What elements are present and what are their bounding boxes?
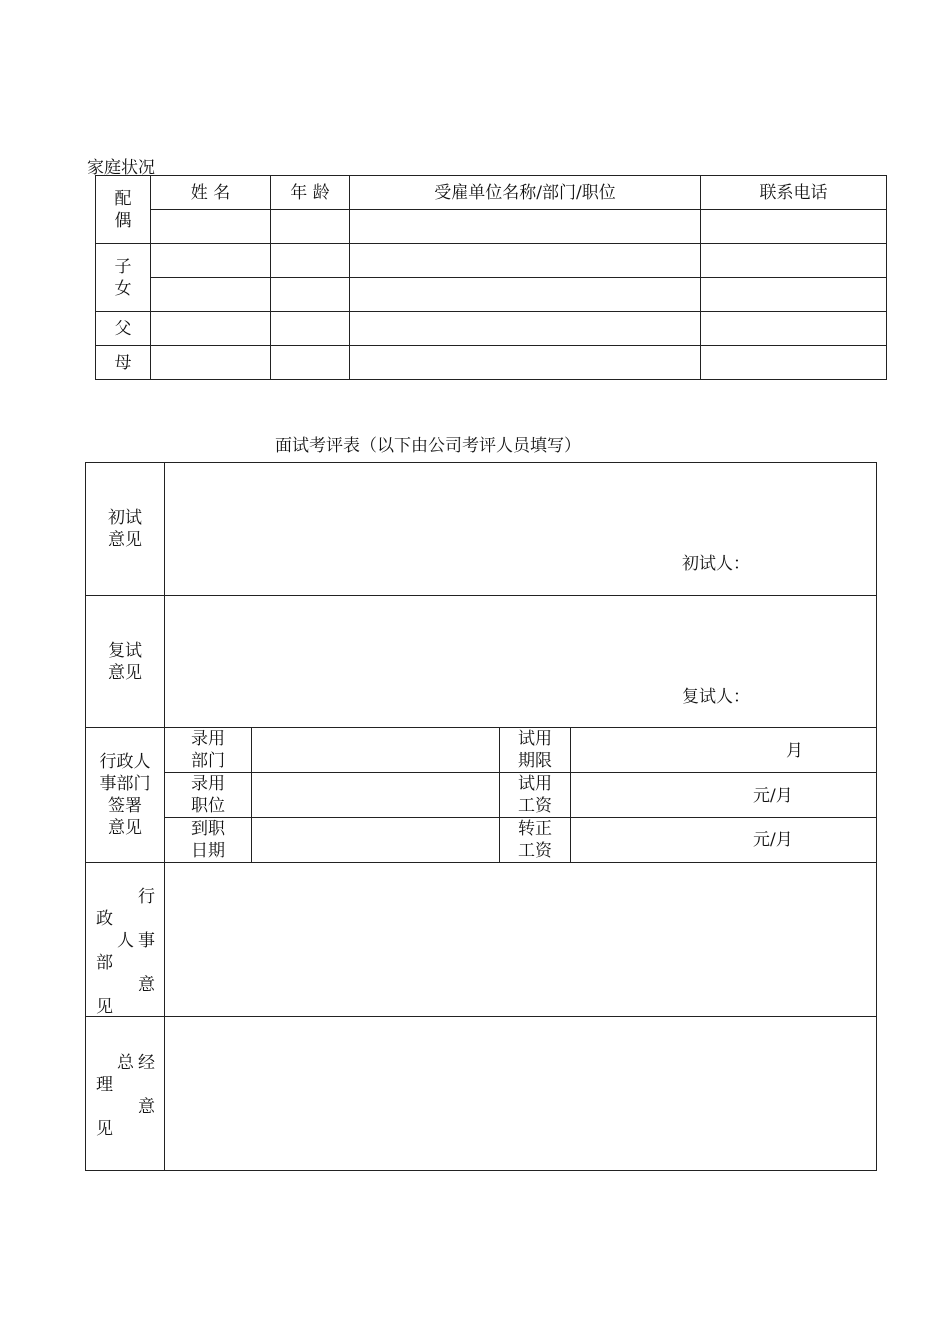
hire-position-label: 录用 职位 bbox=[165, 773, 252, 818]
gm-opinion-label: 总 经 理 意 见 bbox=[86, 1017, 165, 1171]
regular-salary-cell[interactable] bbox=[571, 818, 877, 863]
mother-employer-cell[interactable] bbox=[350, 346, 701, 380]
row-label-spouse: 配 偶 bbox=[96, 176, 151, 244]
start-date-label: 到职 日期 bbox=[165, 818, 252, 863]
family-section-title: 家庭状况 bbox=[87, 158, 155, 178]
probation-salary-cell[interactable] bbox=[571, 773, 877, 818]
spouse-age-cell[interactable] bbox=[271, 210, 350, 244]
start-date-cell[interactable] bbox=[252, 818, 500, 863]
gm-opinion-cell[interactable] bbox=[165, 1017, 877, 1171]
regular-salary-label: 转正 工资 bbox=[500, 818, 571, 863]
header-name: 姓 名 bbox=[151, 176, 271, 210]
first-interview-opinion-cell[interactable] bbox=[165, 463, 877, 596]
row-label-children: 子 女 bbox=[96, 244, 151, 312]
second-interview-opinion-cell[interactable] bbox=[165, 596, 877, 728]
row-label-mother: 母 bbox=[96, 346, 151, 380]
child2-employer-cell[interactable] bbox=[350, 278, 701, 312]
mother-phone-cell[interactable] bbox=[701, 346, 887, 380]
father-phone-cell[interactable] bbox=[701, 312, 887, 346]
header-age: 年 龄 bbox=[271, 176, 350, 210]
unit-month: 月 bbox=[786, 741, 803, 761]
probation-period-cell[interactable] bbox=[571, 728, 877, 773]
probation-salary-label: 试用 工资 bbox=[500, 773, 571, 818]
father-age-cell[interactable] bbox=[271, 312, 350, 346]
child2-phone-cell[interactable] bbox=[701, 278, 887, 312]
father-name-cell[interactable] bbox=[151, 312, 271, 346]
child1-employer-cell[interactable] bbox=[350, 244, 701, 278]
admin-opinion-label: 行 政 人 事 部 意 见 bbox=[86, 863, 165, 1017]
father-employer-cell[interactable] bbox=[350, 312, 701, 346]
spouse-employer-cell[interactable] bbox=[350, 210, 701, 244]
child1-phone-cell[interactable] bbox=[701, 244, 887, 278]
mother-age-cell[interactable] bbox=[271, 346, 350, 380]
row-label-father: 父 bbox=[96, 312, 151, 346]
unit-yuan-per-month-2: 元/月 bbox=[753, 830, 793, 850]
family-table bbox=[95, 175, 887, 380]
mother-name-cell[interactable] bbox=[151, 346, 271, 380]
first-interview-label: 初试 意见 bbox=[86, 463, 165, 596]
first-interviewer-label: 初试人： bbox=[682, 554, 750, 574]
second-interview-label: 复试 意见 bbox=[86, 596, 165, 728]
header-employer: 受雇单位名称/部门/职位 bbox=[350, 176, 701, 210]
hire-department-label: 录用 部门 bbox=[165, 728, 252, 773]
child2-name-cell[interactable] bbox=[151, 278, 271, 312]
child1-age-cell[interactable] bbox=[271, 244, 350, 278]
interview-title: 面试考评表（以下由公司考评人员填写） bbox=[275, 436, 581, 456]
hire-department-cell[interactable] bbox=[252, 728, 500, 773]
probation-period-label: 试用 期限 bbox=[500, 728, 571, 773]
admin-hr-sign-label: 行政人 事部门 签署 意见 bbox=[86, 728, 165, 863]
admin-opinion-cell[interactable] bbox=[165, 863, 877, 1017]
hire-position-cell[interactable] bbox=[252, 773, 500, 818]
spouse-name-cell[interactable] bbox=[151, 210, 271, 244]
second-interviewer-label: 复试人： bbox=[682, 687, 750, 707]
interview-table bbox=[85, 462, 877, 1171]
child1-name-cell[interactable] bbox=[151, 244, 271, 278]
spouse-phone-cell[interactable] bbox=[701, 210, 887, 244]
header-phone: 联系电话 bbox=[701, 176, 887, 210]
child2-age-cell[interactable] bbox=[271, 278, 350, 312]
unit-yuan-per-month: 元/月 bbox=[753, 786, 793, 806]
